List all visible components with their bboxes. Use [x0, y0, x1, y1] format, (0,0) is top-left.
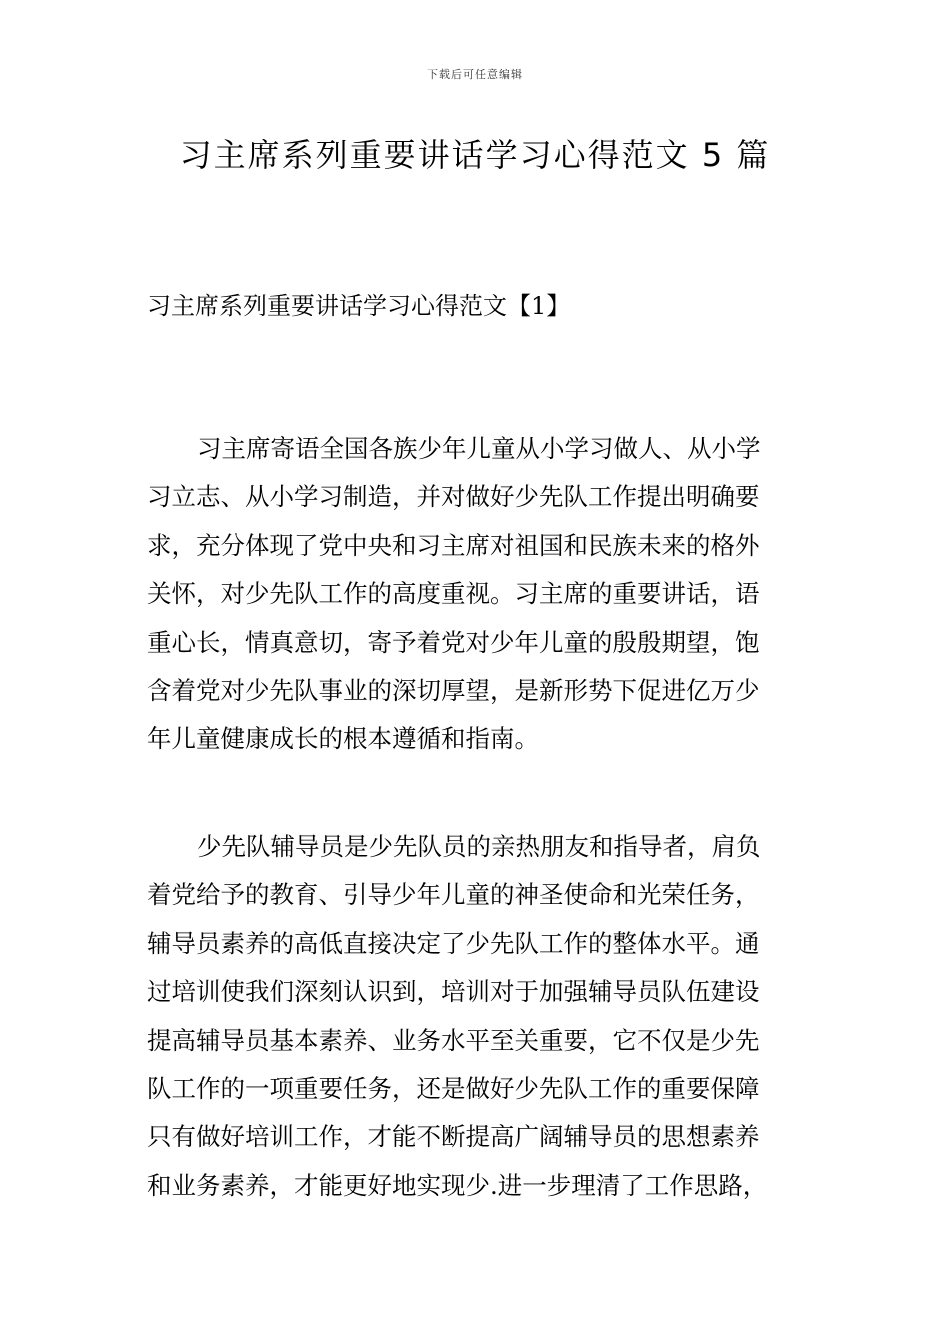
paragraph-line: 习立志、从小学习制造，并对做好少先队工作提出明确要: [147, 482, 760, 512]
section-heading: 习主席系列重要讲话学习心得范文【1】: [147, 292, 571, 320]
paragraph-line: 队工作的一项重要任务，还是做好少先队工作的重要保障: [147, 1073, 760, 1103]
paragraph-line: 重心长，情真意切，寄予着党对少年儿童的殷殷期望，饱: [147, 627, 760, 657]
header-note: 下载后可任意编辑: [427, 68, 523, 81]
document-title: 习主席系列重要讲话学习心得范文 5 篇: [179, 136, 771, 174]
paragraph-line: 求，充分体现了党中央和习主席对祖国和民族未来的格外: [147, 530, 760, 560]
paragraph-line: 关怀，对少先队工作的高度重视。习主席的重要讲话，语: [147, 579, 760, 609]
paragraph-line: 含着党对少先队事业的深切厚望，是新形势下促进亿万少: [147, 675, 760, 705]
paragraph-line: 辅导员素养的高低直接决定了少先队工作的整体水平。通: [147, 928, 760, 958]
paragraph-line: 少先队辅导员是少先队员的亲热朋友和指导者，肩负: [197, 832, 761, 861]
paragraph-line: 和业务素养，才能更好地实现少.进一步理清了工作思路，: [147, 1170, 768, 1200]
paragraph-line: 年儿童健康成长的根本遵循和指南。: [147, 724, 539, 754]
paragraph-line: 过培训使我们深刻认识到，培训对于加强辅导员队伍建设: [147, 977, 760, 1007]
paragraph-line: 习主席寄语全国各族少年儿童从小学习做人、从小学: [197, 434, 761, 463]
paragraph-line: 着党给予的教育、引导少年儿童的神圣使命和光荣任务，: [147, 880, 760, 910]
paragraph-2: [147, 823, 807, 1210]
paragraph-line: 只有做好培训工作，才能不断提高广阔辅导员的思想素养: [147, 1122, 760, 1152]
paragraph-line: 提高辅导员基本素养、业务水平至关重要，它不仅是少先: [147, 1025, 760, 1055]
paragraph-1: [147, 425, 807, 764]
